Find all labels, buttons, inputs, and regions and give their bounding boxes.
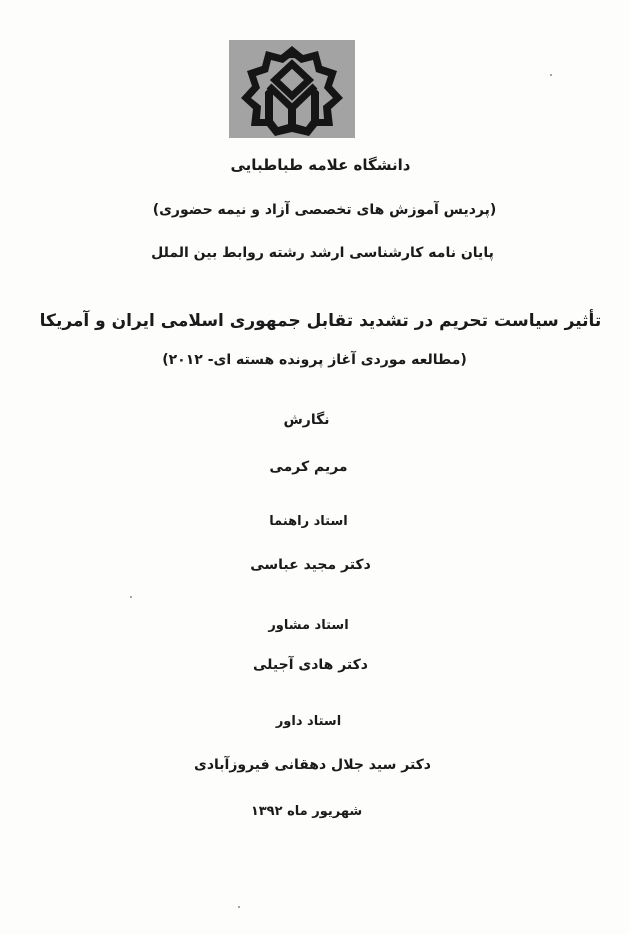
- thesis-title: تأثیر سیاست تحریم در تشدید تقابل جمهوری اسلامی ایران و آمریکا: [39, 311, 602, 331]
- author-name: مریم کرمی: [269, 459, 348, 475]
- university-emblem-icon: [229, 40, 355, 138]
- referee-label: استاد داور: [275, 714, 342, 729]
- university-name: دانشگاه علامه طباطبایی: [230, 156, 411, 174]
- scan-speck: [238, 906, 240, 908]
- scan-speck: [550, 74, 552, 76]
- campus-name: (پردیس آموزش های تخصصی آزاد و نیمه حضوری): [152, 202, 497, 218]
- advisor-name: دکتر هادی آجیلی: [253, 657, 368, 673]
- supervisor-name: دکتر مجید عباسی: [250, 557, 371, 573]
- thesis-subtitle: (مطالعه موردی آغاز پرونده هسته ای- ۲۰۱۲): [162, 352, 467, 368]
- scan-speck: [130, 596, 132, 598]
- defense-date: شهریور ماه ۱۳۹۲: [250, 804, 363, 819]
- written-by-label: نگارش: [283, 412, 330, 428]
- supervisor-label: استاد راهنما: [269, 514, 348, 529]
- thesis-type: پایان نامه کارشناسی ارشد رشته روابط بین الملل: [151, 245, 494, 261]
- referee-name: دکتر سید جلال دهقانی فیروزآبادی: [193, 757, 431, 773]
- advisor-label: استاد مشاور: [268, 618, 349, 633]
